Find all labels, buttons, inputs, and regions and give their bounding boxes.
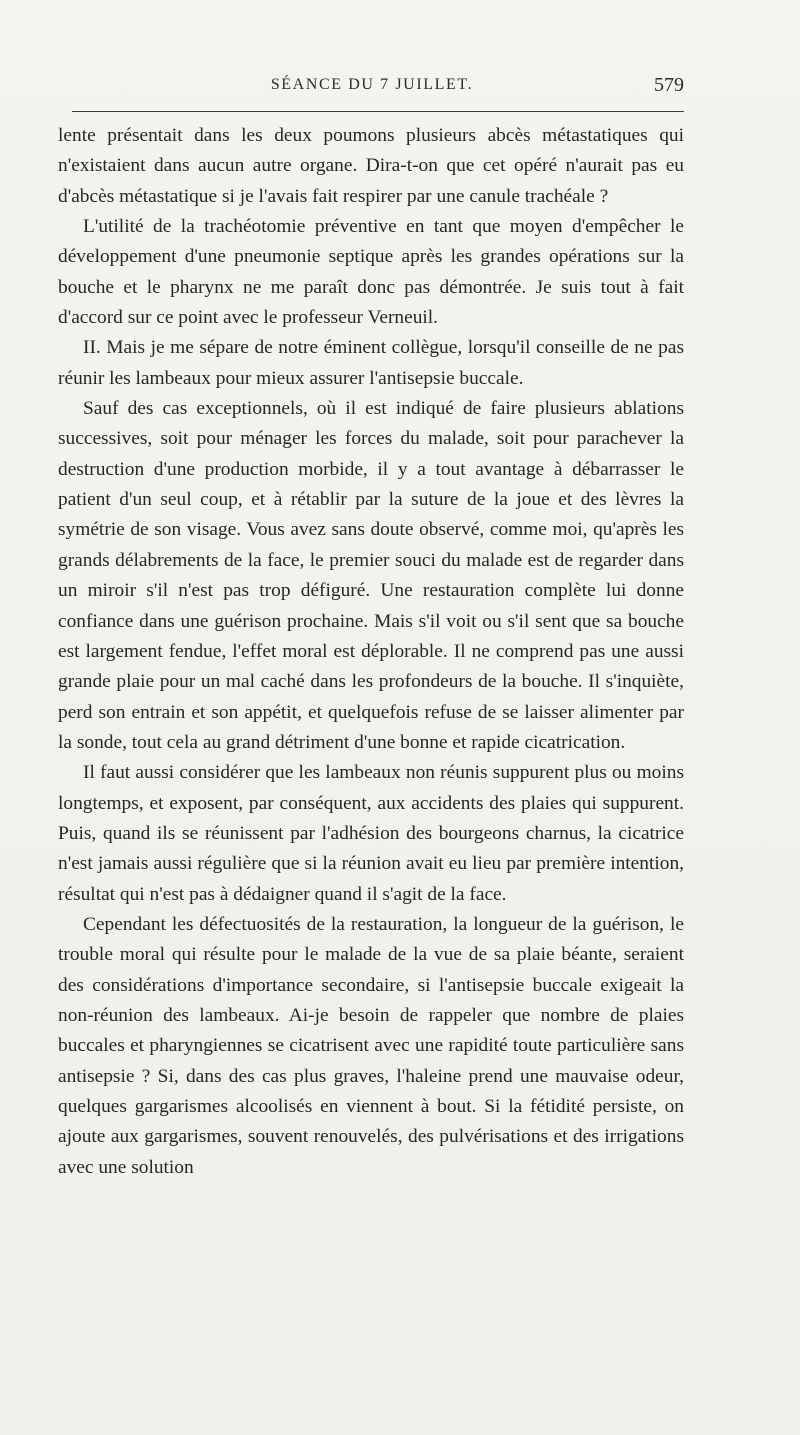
header-rule [72, 111, 684, 112]
page-number: 579 [654, 74, 684, 96]
paragraph-4: Sauf des cas exceptionnels, où il est indiqué de faire plusieurs ablations successives, soit pour ménager les forces du malade, soit pour parachever la destruction d'une production morbide, il y a tout avantage à débarrasser le patient d'un seul coup, et à rétablir par la suture de la joue et des lèvres la symétrie de son visage. Vous avez sans doute observé, comme moi, qu'après les grands délabrements de la face, le premier souci du malade est de regarder dans un miroir s'il n'est pas trop défiguré. Une restauration complète lui donne confiance dans une guérison prochaine. Mais s'il voit ou s'il sent que sa bouche est largement fendue, l'effet moral est déplorable. Il ne comprend pas une aussi grande plaie pour un mal caché dans les profondeurs de la bouche. Il s'inquiète, perd son entrain et son appétit, et quelquefois refuse de se laisser alimenter par la sonde, tout cela au grand détriment d'une bonne et rapide cicatrication. [58, 398, 684, 753]
paragraph-3: II. Mais je me sépare de notre éminent collègue, lorsqu'il conseille de ne pas réunir les lambeaux pour mieux assurer l'antisepsie buccale. [58, 337, 684, 389]
paragraph-6: Cependant les défectuosités de la restauration, la longueur de la guérison, le trouble moral qui résulte pour le malade de la vue de sa plaie béante, seraient des considérations d'importance secondaire, si l'antisepsie buccale exigeait la non-réunion des lambeaux. Ai-je besoin de rappeler que nombre de plaies buccales et pharyngiennes se cicatrisent avec une rapidité toute particulière sans antisepsie ? Si, dans des cas plus graves, l'haleine prend une mauvaise odeur, quelques gargarismes alcoolisés en viennent à bout. Si la fétidité persiste, on ajoute aux gargarismes, souvent renouvelés, des pulvérisations et des irrigations avec une solution [58, 913, 684, 1178]
running-title: SÉANCE DU 7 JUILLET. [270, 76, 474, 93]
paragraph-2: L'utilité de la trachéotomie préventive en tant que moyen d'empêcher le développement d'une pneumonie septique après les grandes opérations sur la bouche et le pharynx ne me paraît donc pas démontrée. Je suis tout à fait d'accord sur ce point avec le professeur Verneuil. [58, 216, 684, 329]
paragraph-1: lente présentait dans les deux poumons plusieurs abcès métastatiques qui n'existaient dans aucun autre organe. Dira-t-on que cet opéré n'aurait pas eu d'abcès métastatique si je l'avais fait respirer par une canule trachéale ? [58, 125, 684, 207]
running-header [60, 76, 684, 104]
paragraph-5: Il faut aussi considérer que les lambeaux non réunis suppurent plus ou moins longtemps, et exposent, par conséquent, aux accidents des plaies qui suppurent. Puis, quand ils se réunissent par l'adhésion des bourgeons charnus, la cicatrice n'est jamais aussi régulière que si la réunion avait eu lieu par première intention, résultat qui n'est pas à dédaigner quand il s'agit de la face. [58, 762, 684, 905]
body-text [58, 121, 684, 1183]
